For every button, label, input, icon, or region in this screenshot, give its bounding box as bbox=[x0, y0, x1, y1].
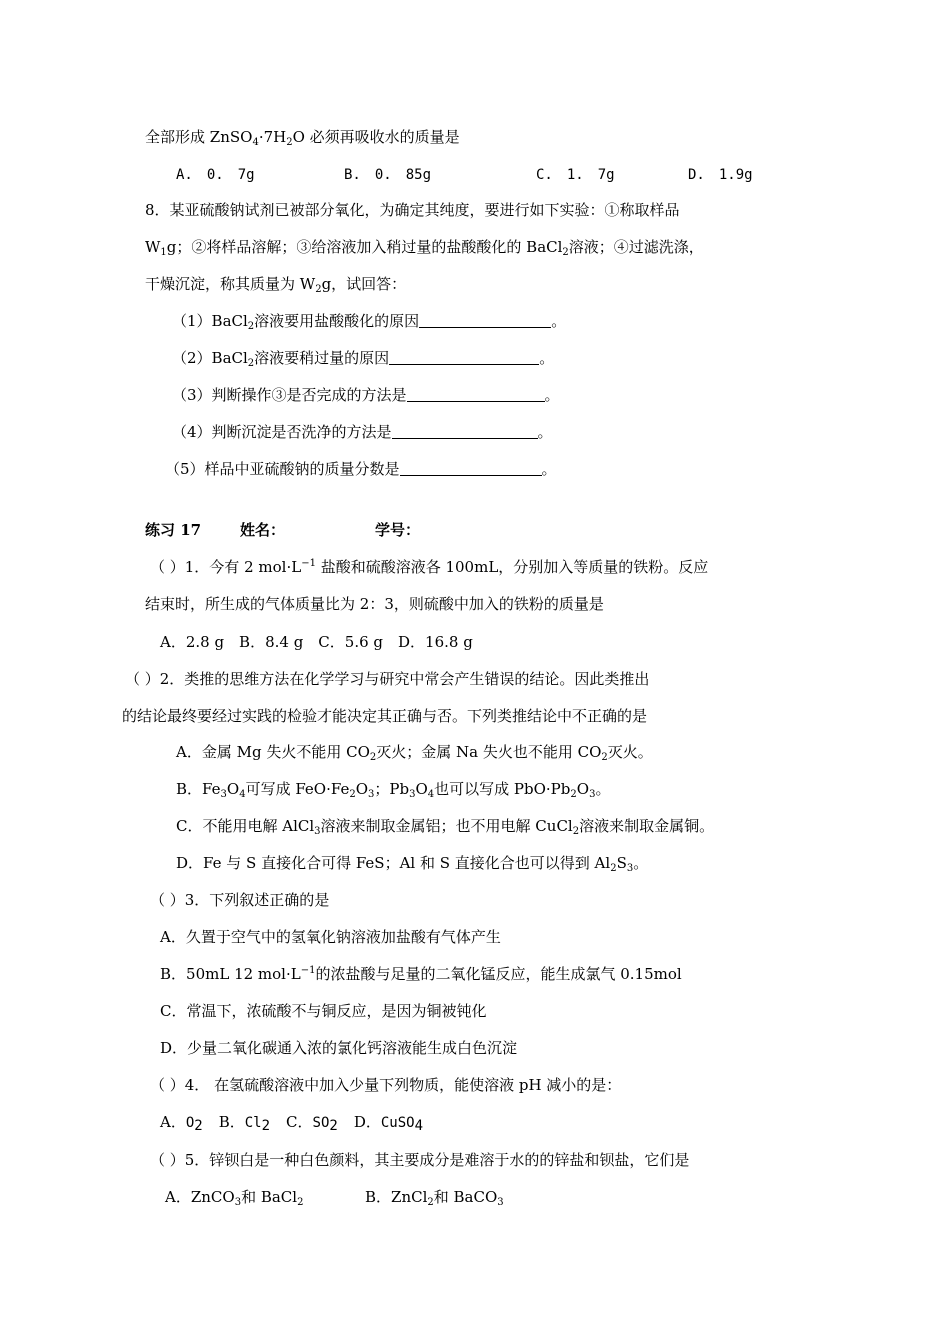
q2-option-b bbox=[176, 779, 610, 799]
subscript: 2 bbox=[261, 1118, 271, 1134]
subscript: 2 bbox=[297, 1197, 304, 1208]
text: B．ZnCl bbox=[365, 1188, 428, 1206]
subscript: 2 bbox=[601, 752, 608, 763]
q3-stem: （ ）3．下列叙述正确的是 bbox=[150, 891, 330, 909]
text: 的浓盐酸与足量的二氧化锰反应，能生成氯气 0.15mol bbox=[315, 965, 682, 983]
q2-option-c bbox=[176, 816, 714, 836]
text: 。 bbox=[595, 780, 611, 798]
q8-line2 bbox=[145, 237, 704, 257]
text: 溶液要稍过量的原因 bbox=[254, 349, 390, 367]
text: D．Fe 与 S 直接化合可得 FeS；Al 和 S 直接化合也可以得到 Al bbox=[176, 854, 611, 872]
text: C． bbox=[286, 1113, 313, 1131]
superscript: −1 bbox=[300, 965, 316, 976]
subscript: 4 bbox=[239, 789, 246, 800]
q5-stem: （ ）5．锌钡白是一种白色颜料，其主要成分是难溶于水的的锌盐和钡盐，它们是 bbox=[150, 1151, 690, 1169]
q2-option-d bbox=[176, 853, 648, 873]
q4-stem: （ ）4． 在氢硫酸溶液中加入少量下列物质，能使溶液 pH 减小的是： bbox=[150, 1076, 622, 1094]
subscript: 2 bbox=[329, 1118, 338, 1134]
subscript: 2 bbox=[427, 1197, 434, 1208]
subscript: 3 bbox=[234, 1197, 242, 1208]
q2-line1: （ ）2．类推的思维方法在化学学习与研究中常会产生错误的结论。因此类推出 bbox=[125, 670, 650, 688]
q8-sub4 bbox=[172, 422, 553, 442]
q8-sub3 bbox=[172, 385, 560, 405]
subscript: 2 bbox=[570, 789, 577, 800]
text: g，试回答： bbox=[321, 275, 407, 293]
text: B． bbox=[218, 1113, 245, 1131]
text: 和 BaCl bbox=[241, 1188, 298, 1206]
name-label: 姓名： bbox=[240, 521, 286, 539]
text: （ ）1．今有 2 mol·L bbox=[150, 558, 302, 576]
text: ；Pb bbox=[374, 780, 410, 798]
text: O bbox=[576, 780, 590, 798]
text: 。 bbox=[544, 386, 560, 404]
subscript: 4 bbox=[414, 1118, 424, 1134]
q7-option-c: C. 1. 7g bbox=[536, 167, 615, 183]
text: 可写成 FeO·Fe bbox=[245, 780, 350, 798]
text: D． bbox=[353, 1113, 381, 1131]
text: 。 bbox=[551, 312, 567, 330]
answer-blank[interactable] bbox=[389, 348, 539, 365]
text: 和 BaCO bbox=[433, 1188, 498, 1206]
text: 溶液来制取金属铜。 bbox=[579, 817, 715, 835]
q8-line3 bbox=[145, 274, 406, 294]
q1-line1 bbox=[150, 557, 708, 577]
text: C．不能用电解 AlCl bbox=[176, 817, 315, 835]
q8-line1: 8．某亚硫酸钠试剂已被部分氧化，为确定其纯度，要进行如下实验：①称取样品 bbox=[145, 201, 680, 219]
subscript: 4 bbox=[252, 137, 259, 148]
q2-option-a bbox=[176, 742, 653, 762]
text: SO bbox=[312, 1115, 330, 1131]
q7-stem-tail bbox=[145, 127, 460, 147]
text: A．金属 Mg 失火不能用 CO bbox=[176, 743, 370, 761]
text: （1）BaCl bbox=[172, 312, 248, 330]
q8-sub2 bbox=[172, 348, 554, 368]
subscript: 2 bbox=[562, 247, 569, 258]
text: 溶液；④过滤洗涤， bbox=[568, 238, 704, 256]
subscript: 2 bbox=[349, 789, 356, 800]
text: 灭火；金属 Na 失火也不能用 CO bbox=[376, 743, 602, 761]
text: 。 bbox=[633, 854, 649, 872]
subscript: 3 bbox=[314, 826, 321, 837]
text: O bbox=[415, 780, 428, 798]
text: O bbox=[185, 1115, 195, 1131]
text: W bbox=[145, 238, 161, 256]
subscript: 2 bbox=[247, 321, 255, 332]
text: 全部形成 ZnSO bbox=[145, 128, 253, 146]
text: （4）判断沉淀是否洗净的方法是 bbox=[172, 423, 392, 441]
q8-sub5 bbox=[165, 459, 557, 479]
subscript: 3 bbox=[589, 789, 596, 800]
text: 灭火。 bbox=[607, 743, 653, 761]
text: O bbox=[355, 780, 369, 798]
text: （5）样品中亚硫酸钠的质量分数是 bbox=[165, 460, 400, 478]
text: ·7H bbox=[258, 128, 287, 146]
answer-blank[interactable] bbox=[407, 385, 545, 402]
q8-sub1 bbox=[172, 311, 566, 331]
q3-option-b bbox=[160, 964, 682, 984]
q3-option-c: C．常温下，浓硫酸不与铜反应，是因为铜被钝化 bbox=[160, 1002, 487, 1020]
subscript: 4 bbox=[427, 789, 435, 800]
text: O bbox=[226, 780, 240, 798]
text: 干燥沉淀，称其质量为 W bbox=[145, 275, 316, 293]
subscript: 2 bbox=[572, 826, 580, 837]
q5-option-b bbox=[365, 1187, 504, 1207]
q4-options bbox=[160, 1112, 423, 1133]
subscript: 3 bbox=[626, 863, 634, 874]
q3-option-d: D．少量二氧化碳通入浓的氯化钙溶液能生成白色沉淀 bbox=[160, 1039, 518, 1057]
q3-option-a: A．久置于空气中的氢氧化钠溶液加盐酸有气体产生 bbox=[160, 928, 501, 946]
subscript: 3 bbox=[368, 789, 375, 800]
q7-option-d: D. 1.9g bbox=[688, 167, 753, 183]
text: 溶液来制取金属铝；也不用电解 CuCl bbox=[320, 817, 573, 835]
text: O 必须再吸收水的质量是 bbox=[292, 128, 460, 146]
text: CuSO bbox=[380, 1115, 415, 1131]
subscript: 2 bbox=[315, 284, 322, 295]
subscript: 2 bbox=[286, 137, 293, 148]
subscript: 2 bbox=[369, 752, 377, 763]
text: S bbox=[616, 854, 627, 872]
student-id-label: 学号： bbox=[375, 521, 421, 539]
q5-option-a bbox=[165, 1187, 303, 1207]
exercise-title: 练习 17 bbox=[145, 521, 202, 539]
text: B．Fe bbox=[176, 780, 221, 798]
text: （3）判断操作③是否完成的方法是 bbox=[172, 386, 407, 404]
text: B．50mL 12 mol·L bbox=[160, 965, 301, 983]
answer-blank[interactable] bbox=[392, 422, 538, 439]
subscript: 2 bbox=[194, 1118, 203, 1134]
subscript: 3 bbox=[220, 789, 227, 800]
text: 也可以写成 PbO·Pb bbox=[434, 780, 571, 798]
text: （2）BaCl bbox=[172, 349, 248, 367]
text: 。 bbox=[539, 349, 555, 367]
text: Cl bbox=[244, 1115, 262, 1131]
answer-blank[interactable] bbox=[400, 459, 542, 476]
subscript: 2 bbox=[610, 863, 617, 874]
subscript: 1 bbox=[160, 247, 167, 258]
text: A．ZnCO bbox=[165, 1188, 235, 1206]
subscript: 2 bbox=[247, 358, 255, 369]
text: 溶液要用盐酸酸化的原因 bbox=[254, 312, 420, 330]
subscript: 3 bbox=[497, 1197, 504, 1208]
q1-options: A．2.8 g B．8.4 g C．5.6 g D．16.8 g bbox=[160, 633, 473, 651]
subscript: 3 bbox=[409, 789, 416, 800]
q2-line2: 的结论最终要经过实践的检验才能决定其正确与否。下列类推结论中不正确的是 bbox=[122, 707, 648, 725]
q7-option-b: B. 0. 85g bbox=[344, 167, 432, 183]
text: g；②将样品溶解；③给溶液加入稍过量的盐酸酸化的 BaCl bbox=[166, 238, 563, 256]
text: 盐酸和硫酸溶液各 100mL，分别加入等质量的铁粉。反应 bbox=[315, 558, 709, 576]
q7-option-a: A. 0. 7g bbox=[176, 167, 255, 183]
superscript: −1 bbox=[301, 558, 316, 569]
text: A． bbox=[160, 1113, 186, 1131]
q1-line2: 结束时，所生成的气体质量比为 2：3，则硫酸中加入的铁粉的质量是 bbox=[145, 595, 604, 613]
text: 。 bbox=[537, 423, 553, 441]
text: 。 bbox=[541, 460, 557, 478]
answer-blank[interactable] bbox=[419, 311, 551, 328]
